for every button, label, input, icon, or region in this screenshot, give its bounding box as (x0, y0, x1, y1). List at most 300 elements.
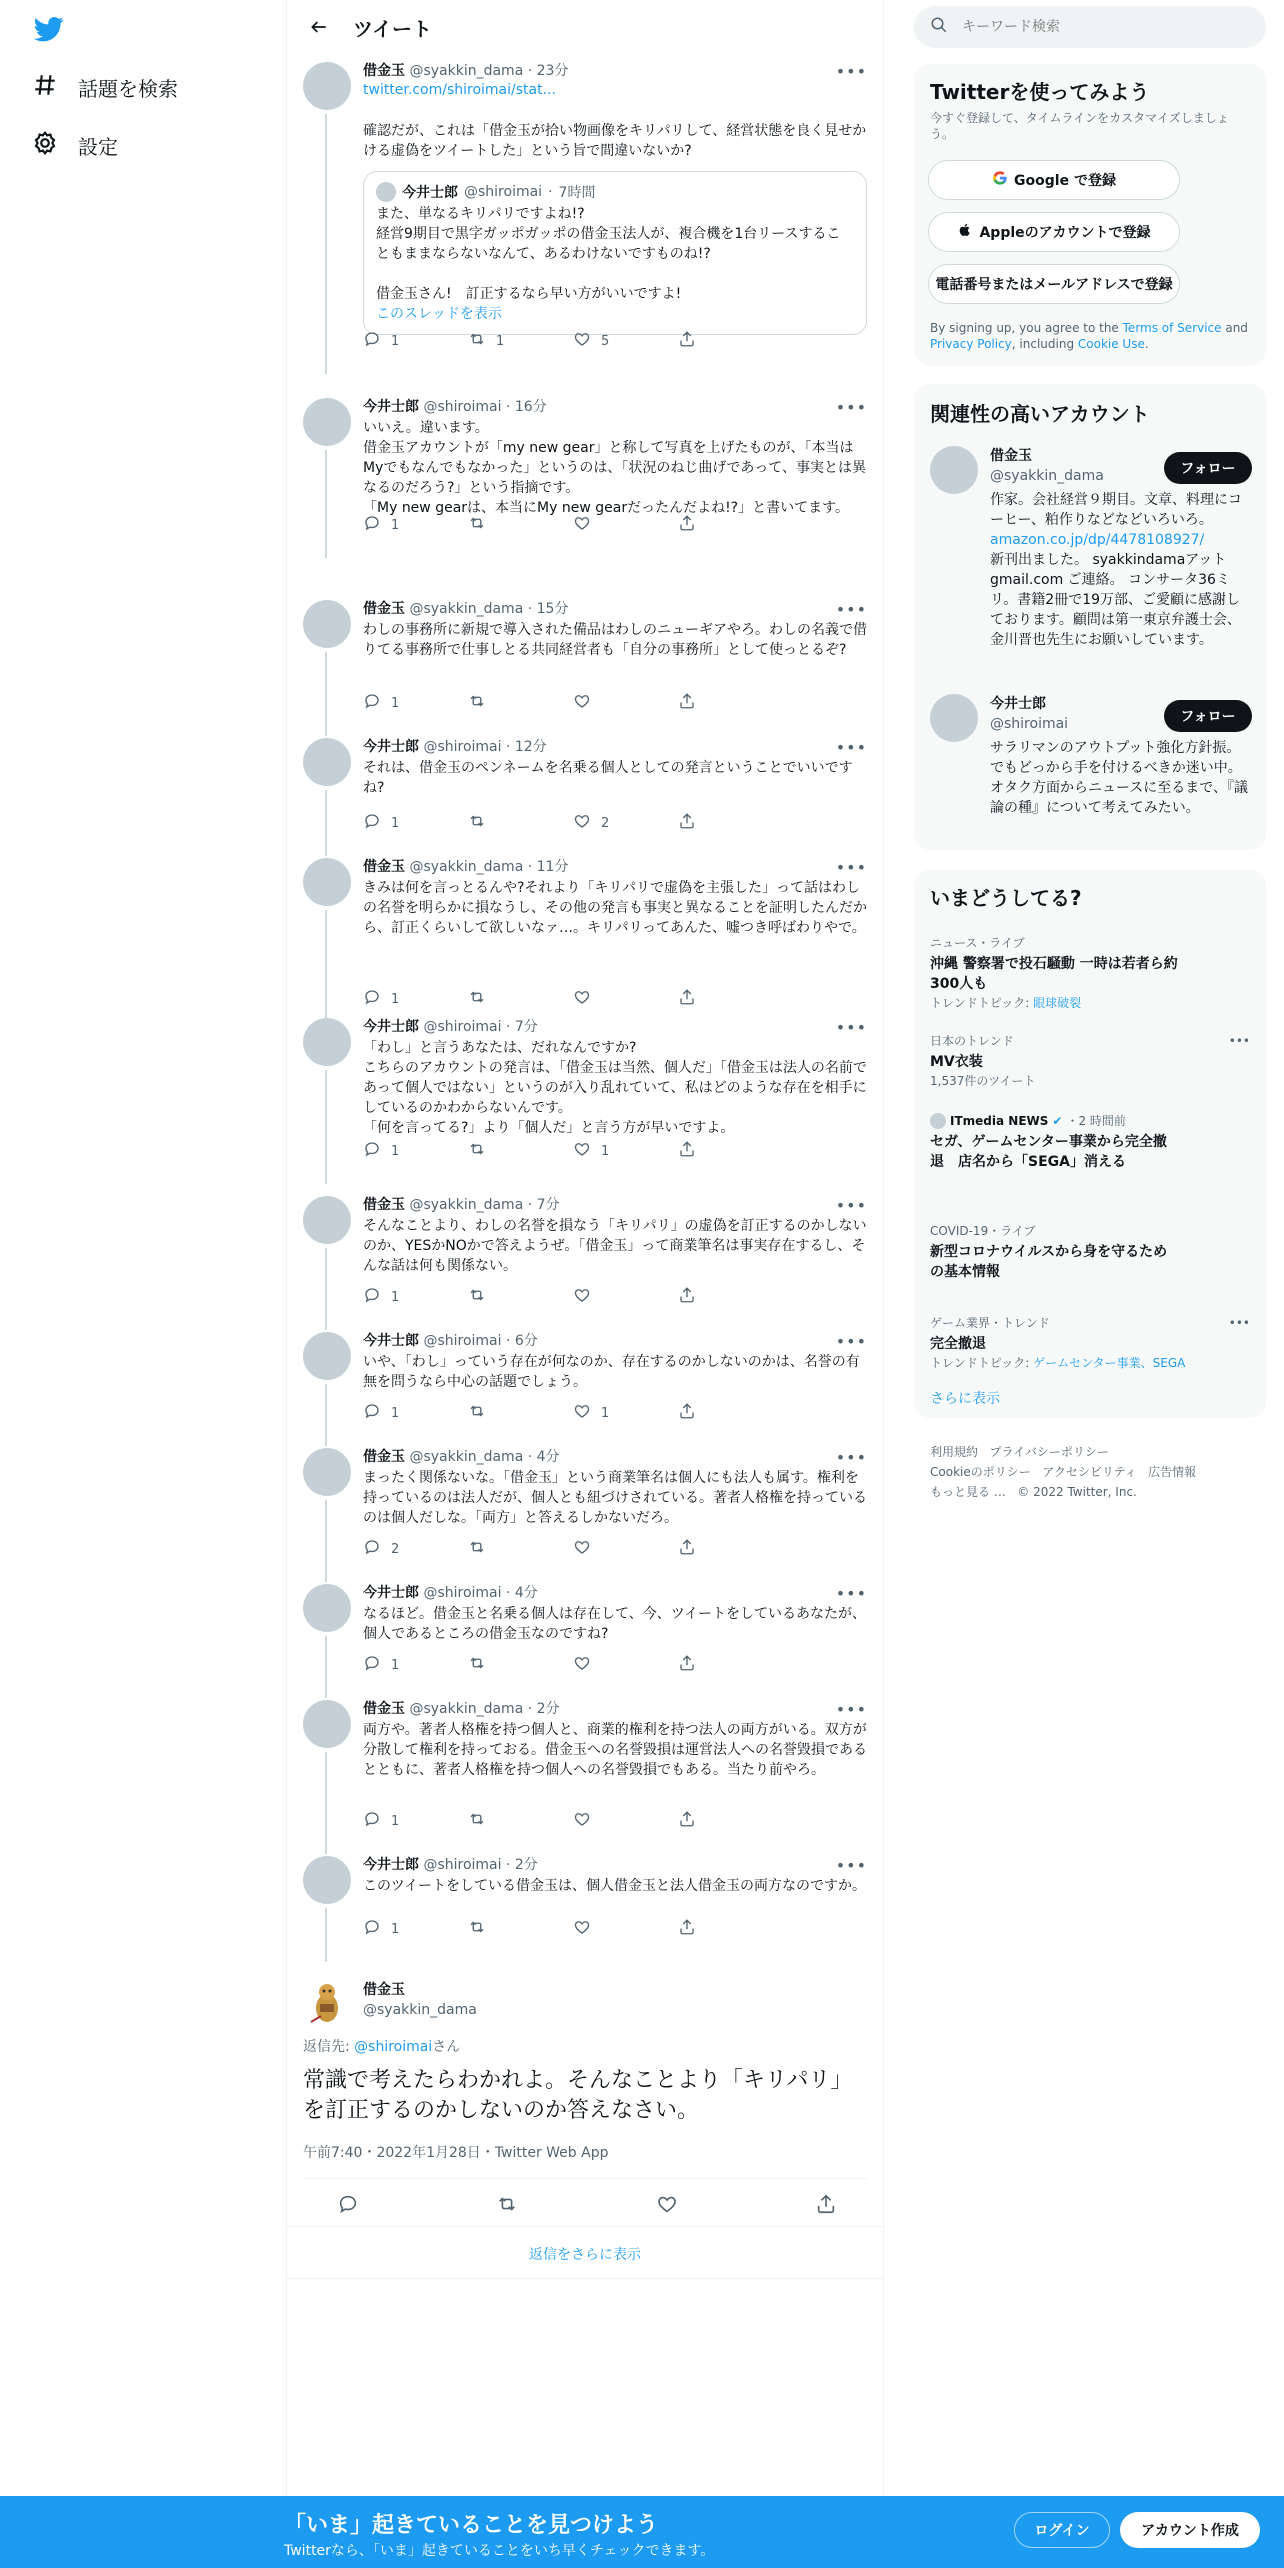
tweet[interactable] (287, 62, 883, 378)
back-arrow-icon[interactable] (293, 17, 345, 37)
create-account-button[interactable]: アカウント作成 (1120, 2512, 1260, 2548)
author-handle[interactable]: @syakkin_dama (363, 2002, 477, 2018)
account-bio (990, 490, 1252, 650)
like-button[interactable] (573, 1140, 678, 1162)
tweet[interactable] (287, 1196, 883, 1334)
author-name[interactable]: 借金玉 (363, 1982, 405, 1998)
retweet-icon (468, 514, 486, 536)
avatar[interactable] (303, 1018, 351, 1066)
privacy-link[interactable]: Privacy Policy (930, 337, 1012, 351)
share-button[interactable] (678, 1918, 783, 1940)
trend-context: ゲーム業界・トレンド (930, 1316, 1050, 1330)
verified-icon: ✔ (1052, 1114, 1063, 1128)
reply-icon (363, 988, 381, 1010)
reply-button[interactable] (363, 1654, 468, 1676)
tweet-time[interactable]: 7分 (514, 1019, 538, 1035)
retweet-icon (468, 330, 486, 352)
share-button[interactable] (678, 812, 783, 834)
reply-button[interactable] (363, 514, 468, 536)
retweet-icon (468, 812, 486, 834)
retweet-button[interactable] (468, 988, 573, 1010)
author-handle[interactable]: @syakkin_dama (409, 1197, 524, 1213)
tweet-text: このツイートをしている借金玉は、個人借金玉と法人借金玉の両方なのですか。 (363, 1878, 867, 1894)
retweet-icon (468, 1140, 486, 1162)
avatar[interactable] (303, 1196, 351, 1244)
author-name[interactable]: 借金玉 (363, 859, 405, 875)
retweet-button[interactable] (496, 2193, 518, 2219)
tweet[interactable] (287, 738, 883, 860)
tweet[interactable] (287, 858, 883, 1036)
reply-button[interactable] (363, 988, 468, 1010)
tweet-header: 借金玉 @syakkin_dama · 15分 (363, 601, 569, 617)
main-tweet-actions (337, 2186, 837, 2226)
apple-signup-button[interactable] (928, 212, 1180, 252)
reply-count: 1 (391, 815, 400, 831)
like-count: 5 (601, 333, 610, 349)
avatar[interactable] (930, 446, 978, 494)
tweet[interactable] (287, 1584, 883, 1702)
footer-link[interactable]: 広告情報 (1148, 1465, 1197, 1479)
reply-count: 1 (391, 1289, 400, 1305)
tweet-text: きみは何を言っとるんや?それより「キリパリで虚偽を主張した」って話はわしの名誉を明らかに損なうし、その他の発言も事実と異なることを証明したんだから、訂正くらいして欲しいなァ…。キリパリってあんた、嘘つき呼ばわりやで。 (363, 880, 867, 936)
more-icon[interactable]: ••• (835, 738, 867, 757)
footer-link[interactable]: プライバシーポリシー (989, 1445, 1109, 1459)
terms-link[interactable]: Terms of Service (1122, 321, 1222, 335)
author-name[interactable]: 今井士郎 (363, 399, 419, 415)
google-signup-label: Google で登録 (1014, 173, 1116, 189)
author-handle[interactable]: @syakkin_dama (409, 63, 524, 79)
more-icon[interactable]: ••• (835, 1584, 867, 1603)
like-icon (573, 1402, 591, 1424)
thread-line (325, 1384, 327, 1446)
retweet-button[interactable] (468, 1286, 573, 1308)
trend-title: 新型コロナウイルスから身を守るための基本情報 (930, 1244, 1168, 1280)
share-button[interactable] (678, 330, 783, 352)
tweet-time[interactable]: 7分 (536, 1197, 560, 1213)
author-name[interactable]: 借金玉 (363, 1449, 405, 1465)
apple-signup-label: Appleのアカウントで登録 (979, 225, 1151, 241)
avatar[interactable] (930, 694, 978, 742)
share-button[interactable] (678, 1286, 783, 1308)
tweet-actions (363, 1654, 783, 1676)
share-icon (678, 1810, 696, 1832)
tweet-header: 今井士郎 @shiroimai · 6分 (363, 1333, 538, 1349)
like-icon (573, 514, 591, 536)
like-icon (573, 1918, 591, 1940)
share-button[interactable] (678, 988, 783, 1010)
trends-show-more[interactable]: さらに表示 (930, 1391, 1000, 1407)
like-button[interactable] (573, 1654, 678, 1676)
more-icon[interactable]: ••• (835, 62, 867, 81)
tweet[interactable] (287, 1018, 883, 1188)
account-bio-text-2: 新刊出ました。 syakkindamaアットgmail.com ご連絡。 コンサータ36ミリ。書籍2冊で19万部、ご愛顧に感謝しております。顧問は第一東京弁護士会、金川晋也先生にお願いしています。 (990, 552, 1241, 648)
more-icon[interactable]: ••• (835, 1018, 867, 1037)
share-button[interactable] (678, 1654, 783, 1676)
account-handle[interactable]: @syakkin_dama (990, 468, 1104, 484)
trend-topic-label: トレンドトピック: (930, 1356, 1030, 1370)
account-bio-text: 作家。会社経営９期目。文章、料理にコーヒー、粕作りなどなどいろいろ。 (990, 492, 1242, 528)
share-button[interactable] (678, 1402, 783, 1424)
reply-button[interactable] (363, 1810, 468, 1832)
author-name[interactable]: 今井士郎 (363, 1585, 419, 1601)
author-name[interactable]: 今井士郎 (363, 1857, 419, 1873)
nav-settings-label: 設定 (78, 135, 118, 159)
tweet-actions (363, 514, 783, 536)
author-handle[interactable]: @syakkin_dama (409, 1701, 524, 1717)
account-bio: サラリマンのアウトプット強化方針振。でもどっから手を付けるべきか迷い中。オタク方面からニュースに至るまで、『議論の種』について考えてみたい。 (990, 740, 1249, 816)
tweet-text: いや、「わし」っていう存在が何なのか、存在するのかしないのかは、名誉の有無を問うなら中心の話題でしょう。 (363, 1354, 860, 1390)
quoted-tweet[interactable]: 今井士郎 @shiroimai · 7時間 また、単なるキリパリですよね!? 経営9期目で黒字ガッポガッポの借金玉法人が、複合機を1台リースすることもままならないなんて、あるわけないですものね!? 借金玉さん! 訂正するなら早い方がいいですよ! このスレッドを表示 (363, 171, 867, 335)
tweet-time[interactable]: 11分 (536, 859, 569, 875)
nav-settings[interactable] (32, 130, 118, 161)
thread-line (325, 652, 327, 736)
author-handle[interactable]: @shiroimai (423, 739, 502, 755)
share-icon (678, 1538, 696, 1560)
more-icon[interactable]: ••• (835, 1196, 867, 1215)
thread-line (325, 450, 327, 558)
tweet-time[interactable]: 6分 (514, 1333, 538, 1349)
trend-count: 1,537件のツイート (930, 1074, 1036, 1088)
terms-including: , including (1011, 337, 1078, 351)
footer-link[interactable]: Cookieのポリシー (930, 1465, 1031, 1479)
trend-title: MV衣装 (930, 1054, 983, 1070)
tweet-text: 確認だが、これは「借金玉が拾い物画像をキリパリして、経営状態を良く見せかける虚偽をツイートした」という旨で間違いないか? (363, 123, 867, 159)
reply-button[interactable] (363, 1402, 468, 1424)
like-button[interactable] (573, 1286, 678, 1308)
tweet[interactable] (287, 1332, 883, 1450)
author-name[interactable]: 借金玉 (363, 63, 405, 79)
footer-link[interactable]: アクセシビリティ (1042, 1465, 1137, 1479)
reply-count: 1 (391, 1657, 400, 1673)
tweet-actions (363, 988, 783, 1010)
retweet-icon (468, 692, 486, 714)
terms-prefix: By signing up, you agree to the (930, 321, 1123, 335)
tweet-link[interactable]: twitter.com/shiroimai/stat... (363, 82, 556, 98)
share-button[interactable] (678, 692, 783, 714)
avatar[interactable] (303, 600, 351, 648)
tweet-actions (363, 1918, 783, 1940)
tweet-time[interactable]: 15分 (536, 601, 569, 617)
reply-to-handle[interactable]: @shiroimai (354, 2039, 433, 2055)
tweet-meta[interactable]: 午前7:40・2022年1月28日・Twitter Web App (303, 2145, 609, 2161)
reply-count: 1 (391, 1921, 400, 1937)
like-icon (573, 330, 591, 352)
reply-button[interactable] (363, 1140, 468, 1162)
author-handle[interactable]: @shiroimai (423, 1333, 502, 1349)
tweet-text: わしの事務所に新規で導入された備品はわしのニューギアやろ。わしの名義で借りてる事務所で仕事しとる共同経営者も「自分の事務所」として使っとるぞ? (363, 622, 867, 658)
trend-topic[interactable]: 眼球破裂 (1033, 996, 1082, 1010)
author-name[interactable]: 借金玉 (363, 1197, 405, 1213)
more-icon[interactable]: ••• (1228, 1316, 1250, 1330)
tweet-text: 両方や。著者人格権を持つ個人と、商業的権利を持つ法人の両方がいる。双方が分散して権利を持っておる。借金玉への名誉毀損は運営法人への名誉毀損であるとともに、著者人格権を持つ個人への名誉毀損でもある。当たり前やろ。 (363, 1722, 867, 1778)
page-title: ツイート (353, 16, 432, 41)
avatar[interactable] (303, 858, 351, 906)
trends-panel (914, 870, 1266, 1418)
trend-topic-label: トレンドトピック: (930, 996, 1030, 1010)
tweet[interactable] (287, 1700, 883, 1858)
retweet-icon (468, 1810, 486, 1832)
avatar (376, 182, 396, 202)
reply-to-suffix: さん (432, 2039, 461, 2055)
more-icon[interactable]: ••• (835, 1448, 867, 1467)
avatar[interactable] (303, 1584, 351, 1632)
tweet-header: 今井士郎 @shiroimai · 12分 (363, 739, 547, 755)
avatar[interactable] (303, 1856, 351, 1904)
phone-email-signup-button[interactable] (928, 264, 1180, 304)
avatar[interactable] (303, 1978, 351, 2026)
like-icon (573, 1286, 591, 1308)
share-icon (678, 514, 696, 536)
like-button[interactable] (573, 514, 678, 536)
share-icon (678, 1918, 696, 1940)
author-handle[interactable]: @shiroimai (423, 399, 502, 415)
reply-icon (363, 812, 381, 834)
tweet-header: 今井士郎 @shiroimai · 2分 (363, 1857, 538, 1873)
trend-title: 沖縄 警察署で投石騒動 一時は若者ら約300人も (930, 956, 1178, 992)
thread-line (325, 1248, 327, 1330)
show-thread-link[interactable]: このスレッドを表示 (376, 306, 502, 322)
google-signup-button[interactable] (928, 160, 1180, 200)
author-name[interactable]: 今井士郎 (363, 739, 419, 755)
retweet-button[interactable] (468, 1140, 573, 1162)
tweet-time[interactable]: 16分 (514, 399, 547, 415)
like-button[interactable] (573, 988, 678, 1010)
share-button[interactable] (815, 2193, 837, 2219)
avatar[interactable] (303, 398, 351, 446)
signup-subtitle: 今すぐ登録して、タイムラインをカスタマイズしましょう。 (930, 111, 1229, 141)
follow-button[interactable]: フォロー (1164, 700, 1252, 732)
trend-item[interactable] (930, 1032, 1250, 1090)
reply-icon (363, 1654, 381, 1676)
like-button[interactable] (656, 2193, 678, 2219)
tweet[interactable] (287, 1856, 883, 1966)
tweet-header: 借金玉 @syakkin_dama · 2分 (363, 1701, 560, 1717)
reply-icon (363, 692, 381, 714)
footer-more-link[interactable]: もっと見る … (930, 1485, 1006, 1499)
reply-button[interactable] (337, 2193, 359, 2219)
more-icon[interactable]: ••• (1228, 1034, 1250, 1048)
footer-links (930, 1442, 1250, 1502)
reply-button[interactable] (363, 812, 468, 834)
nav-explore-label: 話題を検索 (78, 77, 178, 101)
retweet-icon (468, 1918, 486, 1940)
reply-button[interactable] (363, 1538, 468, 1560)
reply-icon (363, 1810, 381, 1832)
login-button[interactable]: ログイン (1014, 2512, 1110, 2548)
like-button[interactable] (573, 812, 678, 834)
like-icon (573, 1654, 591, 1676)
trend-context: COVID-19・ライブ (930, 1224, 1036, 1238)
like-button[interactable] (573, 1402, 678, 1424)
tweet-header: 今井士郎 @shiroimai · 16分 (363, 399, 547, 415)
more-icon[interactable]: ••• (835, 1856, 867, 1875)
signup-panel (914, 64, 1266, 366)
share-button[interactable] (678, 1538, 783, 1560)
author-name[interactable]: 今井士郎 (363, 1019, 419, 1035)
author-handle[interactable]: @syakkin_dama (409, 601, 524, 617)
tweet-actions (363, 1402, 783, 1424)
follow-button[interactable]: フォロー (1164, 452, 1252, 484)
main-tweet (287, 1962, 883, 2242)
like-icon (573, 1810, 591, 1832)
retweet-button[interactable] (468, 1538, 573, 1560)
like-button[interactable] (573, 1538, 678, 1560)
search-bar[interactable] (914, 6, 1266, 48)
tweet-actions (363, 1810, 783, 1832)
reply-to (303, 2036, 460, 2056)
banner-subtitle: Twitterなら、「いま」起きていることをいち早くチェックできます。 (284, 2543, 715, 2559)
author-name[interactable]: 今井士郎 (363, 1333, 419, 1349)
share-button[interactable] (678, 1140, 783, 1162)
tweet-header: 借金玉 @syakkin_dama · 4分 (363, 1449, 560, 1465)
share-icon (678, 1140, 696, 1162)
left-nav (0, 0, 285, 2568)
account-name[interactable]: 今井士郎 (990, 696, 1046, 712)
reply-button[interactable] (363, 1286, 468, 1308)
retweet-button[interactable] (468, 1810, 573, 1832)
like-button[interactable] (573, 330, 678, 352)
author-handle[interactable]: @syakkin_dama (409, 1449, 524, 1465)
avatar[interactable] (303, 62, 351, 110)
reply-button[interactable] (363, 1918, 468, 1940)
more-icon[interactable]: ••• (835, 398, 867, 417)
trend-item[interactable] (930, 934, 1250, 1012)
account-bio-link[interactable]: amazon.co.jp/dp/4478108927/ (990, 532, 1205, 548)
more-icon[interactable]: ••• (835, 1332, 867, 1351)
twitter-bird-icon[interactable] (32, 14, 66, 44)
author-name[interactable]: 借金玉 (363, 1701, 405, 1717)
reply-icon (363, 1140, 381, 1162)
account-name[interactable]: 借金玉 (990, 448, 1032, 464)
tweet-time[interactable]: 4分 (514, 1585, 538, 1601)
phone-signup-label: 電話番号またはメールアドレスで登録 (935, 277, 1173, 293)
tweet-actions (363, 1140, 783, 1162)
retweet-button[interactable] (468, 1918, 573, 1940)
more-icon[interactable]: ••• (835, 858, 867, 877)
reply-count: 1 (391, 517, 400, 533)
hashtag-icon (32, 72, 58, 103)
trend-item[interactable] (930, 1222, 1250, 1282)
more-icon[interactable]: ••• (835, 600, 867, 619)
retweet-button[interactable] (468, 1654, 573, 1676)
tweet-actions (363, 692, 783, 714)
avatar[interactable] (303, 1448, 351, 1496)
banner-title: 「いま」起きていることを見つけよう (284, 2513, 659, 2538)
tweet-time[interactable]: 12分 (514, 739, 547, 755)
trend-item[interactable] (930, 1112, 1250, 1172)
like-icon (573, 812, 591, 834)
author-handle[interactable]: @syakkin_dama (409, 859, 524, 875)
signup-banner (0, 2496, 1284, 2568)
more-icon[interactable]: ••• (835, 1700, 867, 1719)
like-button[interactable] (573, 1810, 678, 1832)
author-handle[interactable]: @shiroimai (423, 1857, 502, 1873)
reply-icon (363, 1286, 381, 1308)
avatar[interactable] (303, 1332, 351, 1380)
thread-line (325, 1908, 327, 1962)
tweet-text: まったく関係ないな。「借金玉」という商業筆名は個人にも法人も属す。権利を持っているのは法人だが、個人とも紐づけされている。著者人格権を持っているのは個人だしな。「両方」と答えるしかないだろ。 (363, 1470, 867, 1526)
reply-count: 2 (391, 1541, 400, 1557)
google-icon (992, 170, 1008, 190)
tweet-text: いいえ。違います。 借金玉アカウントが「my new gear」と称して写真を上げたものが、「本当はMyでもなんでもなかった」というのは、「状況のねじ曲げであって、事実とは異なるのだろう?」という指摘です。 「My new gearは、本当にMy new gearだったんだよね!?」と書いてます。 (363, 420, 866, 516)
reply-button[interactable] (363, 692, 468, 714)
avatar[interactable] (303, 1700, 351, 1748)
share-button[interactable] (678, 1810, 783, 1832)
footer-link[interactable]: 利用規約 (930, 1445, 979, 1459)
tweet-header: 借金玉 @syakkin_dama · 11分 (363, 859, 569, 875)
tweet-time[interactable]: 2分 (514, 1857, 538, 1873)
tweet-time[interactable]: 23分 (536, 63, 569, 79)
account-handle[interactable]: @shiroimai (990, 716, 1069, 732)
header (287, 0, 883, 54)
share-icon (678, 1286, 696, 1308)
share-icon (678, 988, 696, 1010)
like-icon (573, 988, 591, 1010)
reply-count: 1 (391, 1143, 400, 1159)
trend-item[interactable] (930, 1314, 1250, 1372)
tweet-header: 今井士郎 @shiroimai · 4分 (363, 1585, 538, 1601)
share-icon (678, 1402, 696, 1424)
like-button[interactable] (573, 1918, 678, 1940)
trend-title: 完全撤退 (930, 1336, 986, 1352)
retweet-button[interactable] (468, 1402, 573, 1424)
tweet-actions (363, 1538, 783, 1560)
main-tweet-text: 常識で考えたらわかれよ。そんなことより「キリパリ」を訂正するのかしないのか答えなさい。 (303, 2068, 853, 2123)
share-icon (678, 1654, 696, 1676)
tweet-time[interactable]: 2分 (536, 1701, 560, 1717)
thread-line (325, 910, 327, 1032)
author-handle[interactable]: @shiroimai (423, 1019, 502, 1035)
like-icon (573, 1538, 591, 1560)
retweet-button[interactable] (468, 812, 573, 834)
author-name[interactable]: 借金玉 (363, 601, 405, 617)
avatar[interactable] (303, 738, 351, 786)
retweet-button[interactable] (468, 514, 573, 536)
avatar (930, 1113, 946, 1129)
trend-topic[interactable]: ゲームセンター事業、SEGA (1033, 1356, 1186, 1370)
tweet[interactable] (287, 398, 883, 562)
share-button[interactable] (678, 514, 783, 536)
tweet-actions (363, 812, 783, 834)
tweet-text: そんなことより、わしの名誉を損なう「キリパリ」の虚偽を訂正するのかしないのか、YESかNOかで答えようぜ。「借金玉」って商業筆名は事実存在するし、そんな話は何も関係ない。 (363, 1218, 867, 1274)
gear-icon (32, 130, 58, 161)
tweet[interactable] (287, 1448, 883, 1586)
reply-button[interactable] (363, 330, 468, 352)
cookie-link[interactable]: Cookie Use (1077, 337, 1145, 351)
tweet-actions (363, 1286, 783, 1308)
nav-explore[interactable] (32, 72, 178, 103)
retweet-button[interactable] (468, 692, 573, 714)
tweet[interactable] (287, 600, 883, 740)
reply-icon (363, 514, 381, 536)
search-input[interactable] (962, 19, 1222, 35)
retweet-button[interactable] (468, 330, 573, 352)
reply-count: 1 (391, 333, 400, 349)
relevant-accounts-panel (914, 384, 1266, 850)
reply-count: 1 (391, 1405, 400, 1421)
author-handle[interactable]: @shiroimai (423, 1585, 502, 1601)
tweet-time[interactable]: 4分 (536, 1449, 560, 1465)
like-count: 2 (601, 815, 610, 831)
retweet-count: 1 (496, 333, 505, 349)
show-more-replies[interactable]: 返信をさらに表示 (529, 2247, 641, 2263)
like-icon (573, 692, 591, 714)
thread-line (325, 1752, 327, 1854)
tweet-header: 借金玉 @syakkin_dama · 7分 (363, 1197, 560, 1213)
reply-icon (363, 1538, 381, 1560)
tweet-header: 借金玉 @syakkin_dama · 23分 (363, 63, 569, 79)
like-button[interactable] (573, 692, 678, 714)
